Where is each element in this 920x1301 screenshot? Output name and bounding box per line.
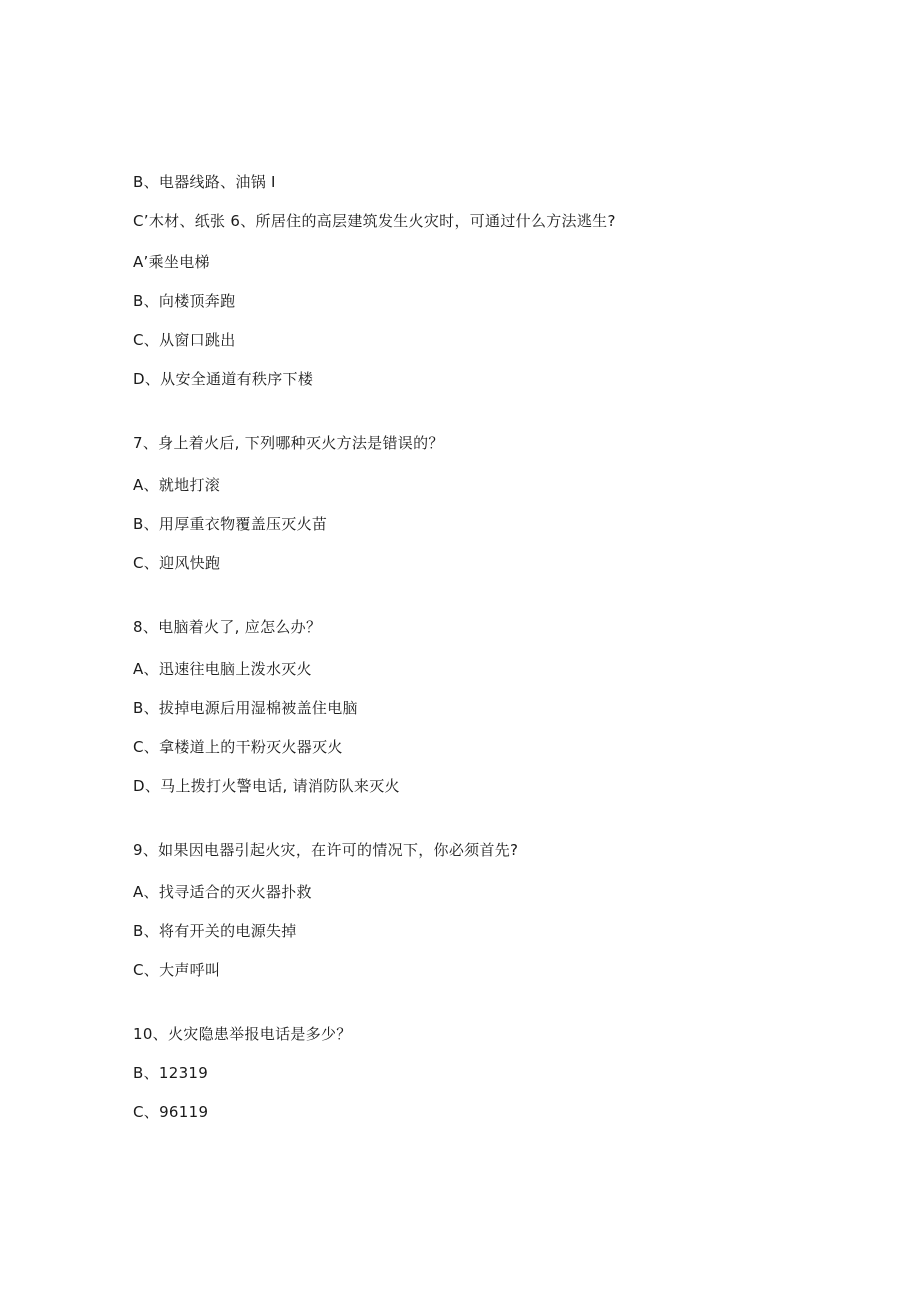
option-c-q6: C、从窗口跳出	[133, 331, 236, 349]
option-a-q7: A、就地打滚	[133, 476, 221, 494]
option-b-q8: B、拔掉电源后用湿棉被盖住电脑	[133, 699, 358, 717]
option-c-q7: C、迎风快跑	[133, 554, 221, 572]
question-8: 8、电脑着火了, 应怎么办？	[133, 618, 322, 636]
option-a-q9: A、找寻适合的灭火器扑救	[133, 883, 312, 901]
question-9: 9、如果因电器引起火灾，在许可的情况下，你必须首先?	[133, 841, 519, 859]
option-b-q5: B、电器线路、油锅 I	[133, 173, 276, 191]
option-b-q7: B、用厚重衣物覆盖压灭火苗	[133, 515, 328, 533]
option-d-q8: D、马上拨打火警电话, 请消防队来灭火	[133, 777, 400, 795]
option-a-q8: A、迅速往电脑上泼水灭火	[133, 660, 312, 678]
option-c-q9: C、大声呼叫	[133, 961, 221, 979]
option-c-q8: C、拿楼道上的干粉灭火器灭火	[133, 738, 343, 756]
question-6-line: C’木材、纸张 6、所居住的高层建筑发生火灾时，可通过什么方法逃生?	[133, 212, 616, 230]
question-7: 7、身上着火后, 下列哪种灭火方法是错误的？	[133, 434, 444, 452]
option-a-q6: A’乘坐电梯	[133, 253, 210, 271]
option-c-q10: C、96119	[133, 1103, 209, 1121]
option-d-q6: D、从安全通道有秩序下楼	[133, 370, 314, 388]
option-b-q6: B、向楼顶奔跑	[133, 292, 236, 310]
option-b-q9: B、将有开关的电源失掉	[133, 922, 297, 940]
question-10: 10、火灾隐患举报电话是多少？	[133, 1025, 352, 1043]
option-b-q10: B、12319	[133, 1064, 209, 1082]
